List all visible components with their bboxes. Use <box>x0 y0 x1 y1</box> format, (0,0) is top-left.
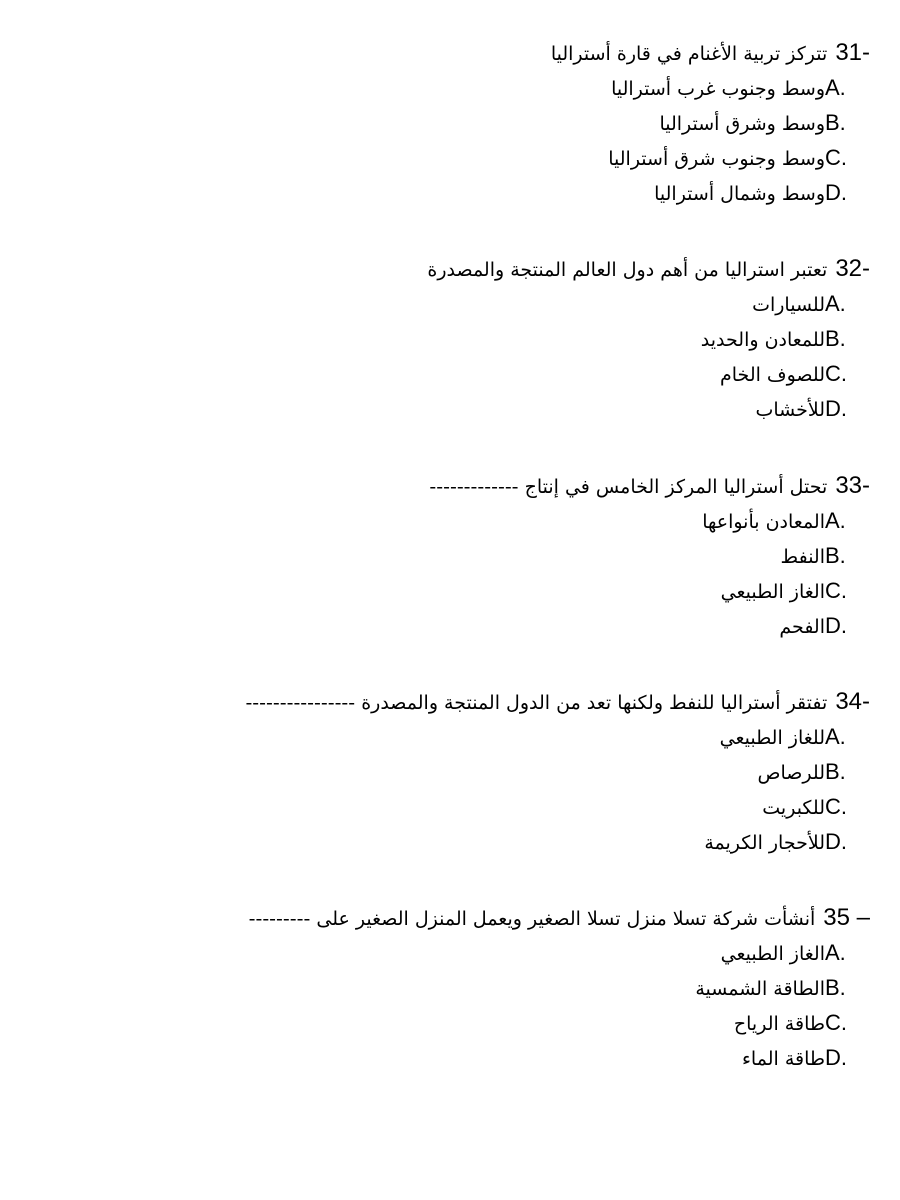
option-letter: D. <box>825 613 847 638</box>
option-letter: A. <box>825 508 846 533</box>
option-c <box>30 1005 870 1040</box>
option-text: للأخشاب <box>755 399 825 421</box>
option-a <box>30 286 870 321</box>
option-letter: B. <box>825 543 846 568</box>
question-text: تعتبر استراليا من أهم دول العالم المنتجة والمصدرة <box>427 259 828 281</box>
question-text: تتركز تربية الأغنام في قارة أستراليا <box>550 43 828 65</box>
option-text: النفط <box>780 546 825 568</box>
option-b <box>30 538 870 573</box>
option-text: طاقة الماء <box>742 1048 825 1070</box>
option-letter: C. <box>825 1010 847 1035</box>
option-d <box>30 175 870 210</box>
option-text: وسط وشرق أستراليا <box>659 113 825 135</box>
option-c <box>30 140 870 175</box>
option-a <box>30 503 870 538</box>
option-letter: D. <box>825 829 847 854</box>
option-text: وسط وشمال أستراليا <box>654 183 825 205</box>
option-text: للكبريت <box>762 797 825 819</box>
question-number: 31- <box>835 39 870 66</box>
option-letter: A. <box>825 75 846 100</box>
option-b <box>30 754 870 789</box>
option-b <box>30 105 870 140</box>
option-text: للصوف الخام <box>720 364 825 386</box>
option-a <box>30 70 870 105</box>
option-letter: D. <box>825 1045 847 1070</box>
question-number: 34- <box>835 688 870 715</box>
option-a <box>30 935 870 970</box>
option-text: للأحجار الكريمة <box>704 832 825 854</box>
option-letter: C. <box>825 578 847 603</box>
option-text: الفحم <box>779 616 825 638</box>
option-d <box>30 608 870 643</box>
option-a <box>30 719 870 754</box>
option-text: للسيارات <box>752 294 825 316</box>
option-letter: B. <box>825 759 846 784</box>
option-letter: A. <box>825 724 846 749</box>
question-32 <box>30 252 870 426</box>
option-text: الغاز الطبيعي <box>720 581 825 603</box>
question-stem <box>30 901 870 935</box>
question-31 <box>30 36 870 210</box>
option-letter: C. <box>825 794 847 819</box>
option-letter: C. <box>825 145 847 170</box>
question-34 <box>30 685 870 859</box>
option-letter: D. <box>825 396 847 421</box>
option-letter: A. <box>825 291 846 316</box>
question-text: تحتل أستراليا المركز الخامس في إنتاج ------------- <box>429 476 828 498</box>
option-text: للرصاص <box>757 762 825 784</box>
option-text: المعادن بأنواعها <box>702 511 825 533</box>
question-number: 35 – <box>823 904 870 931</box>
option-letter: D. <box>825 180 847 205</box>
option-text: الطاقة الشمسية <box>695 978 825 1000</box>
question-number: 33- <box>835 472 870 499</box>
option-text: طاقة الرياح <box>733 1013 825 1035</box>
question-number: 32- <box>835 255 870 282</box>
option-text: وسط وجنوب شرق أستراليا <box>608 148 825 170</box>
option-text: وسط وجنوب غرب أستراليا <box>611 78 825 100</box>
option-c <box>30 573 870 608</box>
option-text: الغاز الطبيعي <box>720 943 825 965</box>
option-d <box>30 391 870 426</box>
option-d <box>30 1040 870 1075</box>
question-stem <box>30 469 870 503</box>
question-stem <box>30 252 870 286</box>
option-letter: B. <box>825 110 846 135</box>
option-letter: A. <box>825 940 846 965</box>
option-b <box>30 321 870 356</box>
question-35 <box>30 901 870 1075</box>
option-c <box>30 789 870 824</box>
question-text: أنشأت شركة تسلا منزل تسلا الصغير ويعمل المنزل الصغير على --------- <box>248 908 816 930</box>
option-c <box>30 356 870 391</box>
option-text: للغاز الطبيعي <box>719 727 825 749</box>
option-text: للمعادن والحديد <box>700 329 825 351</box>
option-b <box>30 970 870 1005</box>
option-letter: B. <box>825 326 846 351</box>
question-text: تفتقر أستراليا للنفط ولكنها تعد من الدول المنتجة والمصدرة ---------------- <box>245 692 828 714</box>
question-stem <box>30 36 870 70</box>
question-33 <box>30 469 870 643</box>
option-d <box>30 824 870 859</box>
option-letter: B. <box>825 975 846 1000</box>
question-stem <box>30 685 870 719</box>
option-letter: C. <box>825 361 847 386</box>
